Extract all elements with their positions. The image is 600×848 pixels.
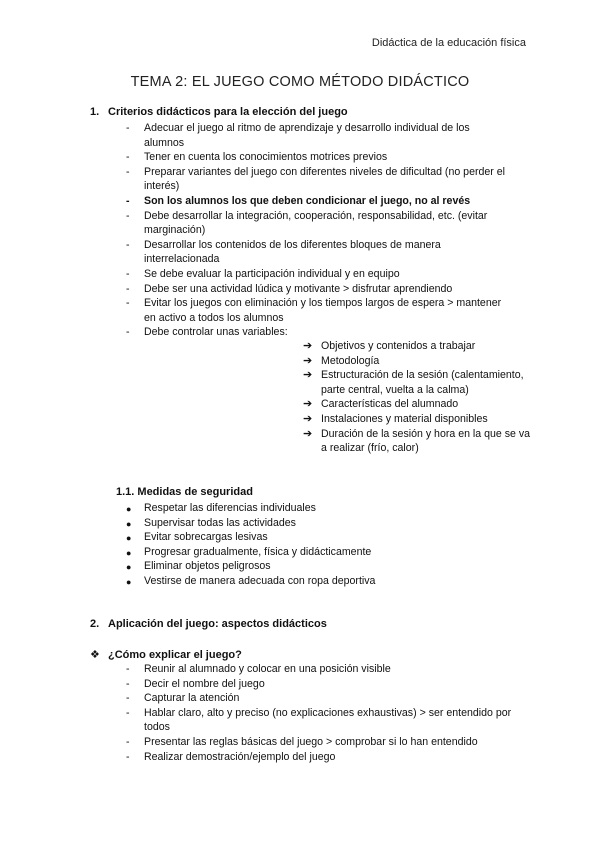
list-item: ● Vestirse de manera adecuada con ropa deportiva (126, 574, 506, 589)
bullet-icon: ● (126, 518, 132, 529)
dash-marker: - (126, 326, 130, 339)
list-item: - Realizar demostración/ejemplo del juego (126, 750, 336, 763)
subsection-1-1-heading: 1.1. Medidas de seguridad (116, 486, 253, 498)
diamond-icon: ❖ (90, 649, 100, 661)
dash-marker: - (126, 735, 130, 748)
section-1-heading (90, 106, 348, 118)
list-item: - Hablar claro, alto y preciso (no explicaciones exhaustivas) > ser entendido por todos (126, 706, 512, 734)
dash-marker: - (126, 267, 130, 280)
arrow-icon: ➔ (303, 398, 313, 411)
dash-marker: - (126, 706, 130, 719)
section-2-title: Aplicación del juego: aspectos didácticos (108, 618, 327, 630)
safety-list (126, 501, 506, 589)
list-item: - Debe desarrollar la integración, cooperación, responsabilidad, etc. (evitar marginación) (126, 209, 488, 237)
dash-marker: - (126, 238, 130, 251)
arrow-icon: ➔ (303, 354, 313, 367)
list-item: ● Progresar gradualmente, física y didácticamente (126, 545, 506, 560)
list-item: - Capturar la atención (126, 692, 240, 705)
list-item: - Adecuar el juego al ritmo de aprendizaje y desarrollo individual de los alumnos (126, 122, 470, 149)
list-item: - Presentar las reglas básicas del juego > comprobar si lo han entendido (126, 735, 478, 748)
list-item: ➔ Objetivos y contenidos a trabajar (303, 340, 476, 352)
dash-marker: - (126, 677, 130, 690)
dash-marker: - (126, 750, 130, 763)
criteria-list (126, 121, 512, 340)
section-1-number: 1. (90, 106, 100, 118)
list-item: ➔ Características del alumnado (303, 398, 459, 411)
list-item: ● Respetar las diferencias individuales (126, 501, 506, 516)
list-item: ➔ Metodología (303, 354, 380, 367)
variables-list (303, 339, 533, 456)
list-item: - Evitar los juegos con eliminación y los tiempos largos de espera > mantener en activo a todos los alumnos (126, 297, 502, 324)
list-item: - Son los alumnos los que deben condicionar el juego, no al revés (126, 194, 471, 207)
list-item: - Se debe evaluar la participación individual y en equipo (126, 267, 400, 280)
arrow-icon: ➔ (303, 412, 313, 425)
bullet-icon: ● (126, 504, 132, 514)
list-item: - Preparar variantes del juego con diferentes niveles de dificultad (no perder el interés) (126, 165, 505, 193)
list-item: ➔ Duración de la sesión y hora en la que se va a realizar (frío, calor) (303, 427, 531, 455)
list-item: - Debe controlar unas variables: (126, 326, 288, 339)
arrow-icon: ➔ (303, 369, 313, 382)
list-item: ● Supervisar todas las actividades (126, 516, 506, 531)
list-item: ● Eliminar objetos peligrosos (126, 559, 506, 574)
arrow-icon: ➔ (303, 427, 313, 440)
explain-list (126, 662, 512, 764)
section-2-number: 2. (90, 618, 100, 630)
dash-marker: - (126, 297, 130, 310)
dash-marker: - (126, 692, 130, 705)
list-item: - Tener en cuenta los conocimientos motrices previos (126, 151, 388, 164)
list-item: - Debe ser una actividad lúdica y motivante > disfrutar aprendiendo (126, 282, 453, 295)
dash-marker: - (126, 122, 130, 134)
bullet-icon: ● (126, 562, 132, 573)
bullet-icon: ● (126, 547, 132, 558)
list-item: ➔ Instalaciones y material disponibles (303, 412, 488, 425)
list-item: ➔ Estructuración de la sesión (calentamiento, parte central, vuelta a la calma) (303, 369, 524, 396)
section-1-title: Criterios didácticos para la elección del juego (108, 106, 348, 118)
question-heading (90, 648, 242, 661)
dash-marker: - (126, 151, 130, 164)
page-header: Didáctica de la educación física (371, 37, 526, 49)
list-item: - Decir el nombre del juego (126, 677, 265, 690)
question-text: ¿Cómo explicar el juego? (108, 649, 242, 661)
bullet-icon: ● (126, 533, 132, 544)
bullet-icon: ● (126, 576, 132, 587)
list-item: ● Evitar sobrecargas lesivas (126, 530, 506, 545)
dash-marker: - (126, 165, 130, 178)
arrow-icon: ➔ (303, 340, 313, 352)
list-item: - Desarrollar los contenidos de los diferentes bloques de manera interrelacionada (126, 238, 441, 266)
list-item: - Reunir al alumnado y colocar en una posición visible (126, 663, 391, 675)
dash-marker: - (126, 282, 130, 295)
dash-marker: - (126, 209, 130, 222)
page-title: TEMA 2: EL JUEGO COMO MÉTODO DIDÁCTICO (130, 74, 470, 90)
dash-marker: - (126, 194, 130, 207)
section-2-heading (90, 618, 327, 630)
dash-marker: - (126, 663, 130, 675)
